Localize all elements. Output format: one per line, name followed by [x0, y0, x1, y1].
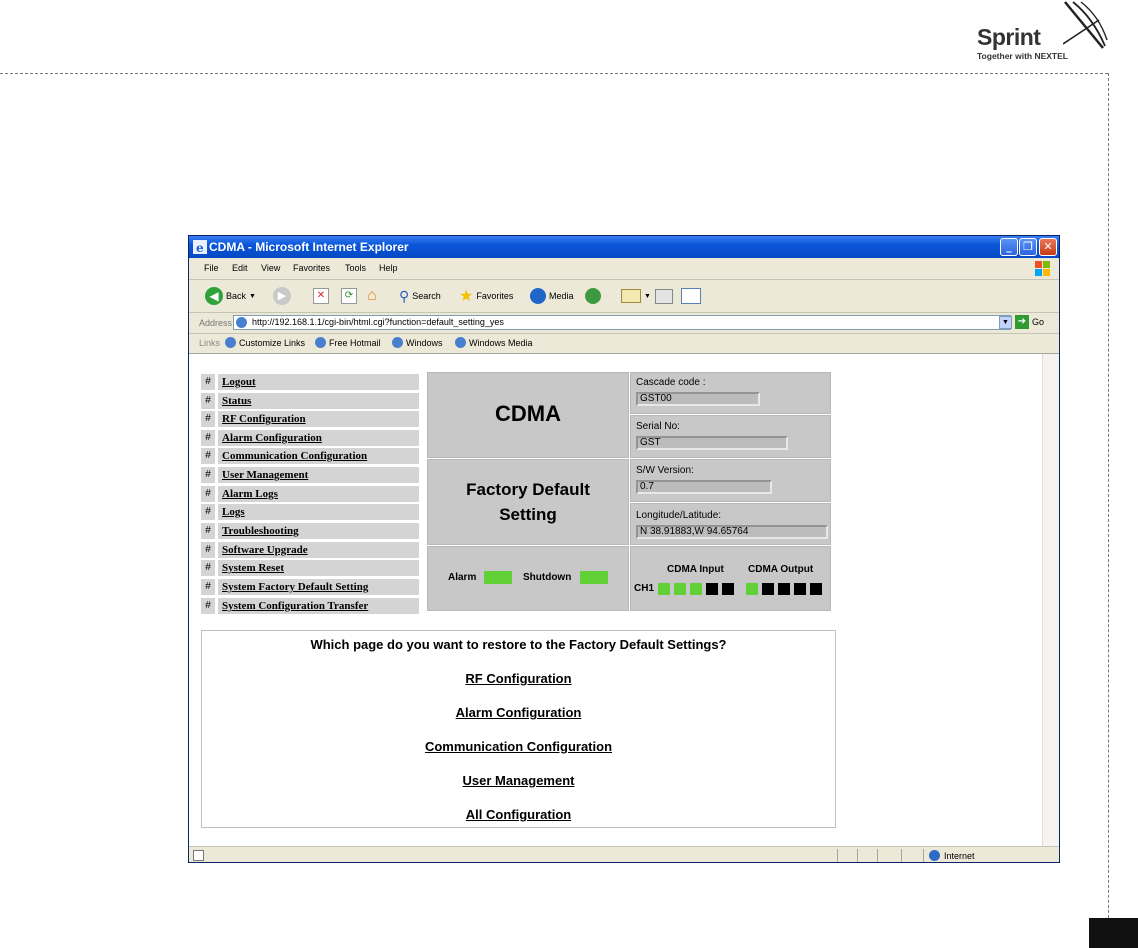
- cdma-output-led: [794, 583, 806, 595]
- restore-rf-configuration-link[interactable]: RF Configuration: [465, 671, 572, 686]
- menu-help[interactable]: Help: [379, 263, 398, 273]
- device-name-panel: [427, 372, 629, 458]
- forward-arrow-icon: ▶: [273, 287, 291, 305]
- nav-link[interactable]: Troubleshooting: [218, 523, 419, 539]
- nav-item-status[interactable]: [201, 393, 419, 409]
- nav-item-alarm-logs[interactable]: [201, 486, 419, 502]
- link-label: Customize Links: [239, 337, 306, 348]
- address-url: http://192.168.1.1/cgi-bin/html.cgi?function=default_setting_yes: [252, 317, 504, 327]
- home-button[interactable]: [367, 286, 377, 306]
- page-tab-marker: [1089, 918, 1138, 948]
- go-arrow-icon: ➔: [1015, 315, 1029, 329]
- alarm-status-panel: [427, 546, 629, 611]
- nav-hash: #: [201, 374, 215, 390]
- go-button[interactable]: [1015, 315, 1044, 329]
- menu-view[interactable]: View: [261, 263, 281, 273]
- sw-version-field: 0.7: [636, 480, 772, 494]
- shutdown-label: Shutdown: [523, 572, 572, 583]
- search-icon: ⚲: [399, 287, 410, 304]
- back-arrow-icon: ◀: [205, 287, 223, 305]
- nav-item-user-management[interactable]: [201, 467, 419, 483]
- nav-item-logout[interactable]: [201, 374, 419, 390]
- mail-button[interactable]: [621, 286, 651, 306]
- print-button[interactable]: [655, 286, 673, 306]
- nav-item-alarm-configuration[interactable]: [201, 430, 419, 446]
- cascade-code-panel: [630, 372, 831, 414]
- restore-all-configuration-link[interactable]: All Configuration: [465, 807, 572, 822]
- nav-link[interactable]: Alarm Configuration: [218, 430, 419, 446]
- forward-button[interactable]: [273, 286, 291, 306]
- status-divider: [877, 849, 878, 862]
- page-title-line2: Setting: [499, 505, 557, 524]
- alarm-label: Alarm: [448, 572, 477, 583]
- nav-hash: #: [201, 598, 215, 614]
- link-page-icon: [455, 337, 466, 348]
- status-bar: [189, 846, 1059, 863]
- svg-text:e: e: [196, 241, 204, 254]
- edit-button[interactable]: [681, 286, 701, 306]
- brand-name: Sprint: [977, 24, 1041, 50]
- link-label: Free Hotmail: [329, 337, 381, 348]
- sw-version-label: S/W Version:: [636, 465, 694, 476]
- search-button[interactable]: [399, 286, 441, 306]
- title-bar[interactable]: [189, 236, 1059, 258]
- close-button[interactable]: ✕: [1039, 238, 1057, 256]
- restore-question: Which page do you want to restore to the Factory Default Settings?: [310, 637, 727, 652]
- cdma-output-led: [762, 583, 774, 595]
- nav-link[interactable]: Logs: [218, 504, 419, 520]
- internet-globe-icon: [929, 850, 940, 861]
- cdma-input-led: [706, 583, 718, 595]
- media-button[interactable]: [530, 286, 574, 306]
- cdma-input-led: [722, 583, 734, 595]
- address-dropdown-icon[interactable]: ▼: [999, 316, 1012, 329]
- page-border-top: [0, 73, 1108, 74]
- longitude-latitude-field: N 38.91883,W 94.65764: [636, 525, 828, 539]
- vertical-scrollbar[interactable]: [1042, 354, 1059, 846]
- nav-item-software-upgrade[interactable]: [201, 542, 419, 558]
- link-windows[interactable]: [392, 337, 443, 348]
- cdma-input-led: [658, 583, 670, 595]
- page-title-line1: Factory Default: [466, 480, 590, 499]
- restore-communication-configuration-link[interactable]: Communication Configuration: [424, 739, 613, 754]
- print-icon: [655, 289, 673, 304]
- restore-options-box: [201, 630, 836, 828]
- nav-hash: #: [201, 560, 215, 576]
- restore-alarm-configuration-link[interactable]: Alarm Configuration: [455, 705, 582, 720]
- sprint-wings-icon: [1063, 0, 1109, 52]
- menu-tools[interactable]: Tools: [345, 263, 367, 273]
- nav-link[interactable]: Software Upgrade: [218, 542, 419, 558]
- nav-hash: #: [201, 430, 215, 446]
- nav-link[interactable]: Alarm Logs: [218, 486, 419, 502]
- stop-icon: ✕: [313, 288, 329, 304]
- nav-link[interactable]: System Reset: [218, 560, 419, 576]
- window-title: CDMA - Microsoft Internet Explorer: [209, 240, 409, 254]
- cdma-input-label: CDMA Input: [667, 564, 724, 575]
- longitude-latitude-panel: [630, 503, 831, 545]
- nav-hash: #: [201, 542, 215, 558]
- menu-favorites[interactable]: Favorites: [293, 263, 331, 273]
- cdma-output-led: [746, 583, 758, 595]
- longitude-latitude-label: Longitude/Latitude:: [636, 510, 722, 521]
- status-divider: [857, 849, 858, 862]
- link-customize-links[interactable]: [225, 337, 305, 348]
- history-icon: [585, 288, 601, 304]
- favorites-star-icon: ★: [459, 288, 474, 305]
- page-icon: [236, 317, 247, 328]
- mail-icon: [621, 289, 641, 303]
- page-border-right: [1108, 73, 1109, 948]
- zone-label: Internet: [944, 850, 975, 861]
- status-divider: [923, 849, 924, 862]
- refresh-button[interactable]: [341, 286, 357, 306]
- nav-hash: #: [201, 486, 215, 502]
- nav-hash: #: [201, 523, 215, 539]
- cdma-input-led: [690, 583, 702, 595]
- alarm-indicator: [484, 571, 512, 584]
- search-label: Search: [412, 291, 441, 301]
- cascade-code-field: GST00: [636, 392, 760, 406]
- nav-item-system-configuration-transfer[interactable]: [201, 598, 419, 614]
- back-button[interactable]: [205, 286, 256, 306]
- back-dropdown-icon: ▼: [249, 292, 256, 300]
- edit-page-icon: [681, 288, 701, 304]
- favorites-label: Favorites: [476, 291, 514, 301]
- link-label: Windows Media: [469, 337, 533, 348]
- address-label: Address: [199, 318, 233, 328]
- home-icon: ⌂: [367, 287, 377, 304]
- nav-item-logs[interactable]: [201, 504, 419, 520]
- restore-user-management-link[interactable]: User Management: [462, 773, 575, 788]
- nav-hash: #: [201, 504, 215, 520]
- nav-link[interactable]: Logout: [218, 374, 419, 390]
- page-content: [189, 354, 1042, 846]
- cdma-input-led: [674, 583, 686, 595]
- menu-file[interactable]: File: [204, 263, 219, 273]
- cdma-output-label: CDMA Output: [748, 564, 814, 575]
- security-zone: [929, 850, 975, 861]
- nav-link[interactable]: RF Configuration: [218, 411, 419, 427]
- link-page-icon: [225, 337, 236, 348]
- shutdown-indicator: [580, 571, 608, 584]
- nav-item-system-reset[interactable]: [201, 560, 419, 576]
- link-windows-media[interactable]: [455, 337, 533, 348]
- media-icon: [530, 288, 546, 304]
- nav-hash: #: [201, 467, 215, 483]
- media-label: Media: [549, 291, 574, 301]
- nav-item-communication-configuration[interactable]: [201, 448, 419, 464]
- link-page-icon: [315, 337, 326, 348]
- links-label: Links: [199, 338, 221, 348]
- windows-flag-icon: [1033, 260, 1053, 277]
- nav-link[interactable]: System Factory Default Setting: [218, 579, 419, 595]
- nav-link[interactable]: Status: [218, 393, 419, 409]
- browser-window: [188, 235, 1060, 863]
- status-divider: [901, 849, 902, 862]
- sprint-logo: [975, 0, 1115, 70]
- menu-edit[interactable]: Edit: [232, 263, 248, 273]
- address-input[interactable]: [233, 315, 1011, 330]
- serial-no-panel: [630, 415, 831, 458]
- nav-item-troubleshooting[interactable]: [201, 523, 419, 539]
- nav-link[interactable]: System Configuration Transfer: [218, 598, 419, 614]
- link-free-hotmail[interactable]: [315, 337, 381, 348]
- links-bar: [189, 334, 1059, 354]
- go-label: Go: [1032, 317, 1045, 327]
- favorites-button[interactable]: [459, 286, 513, 306]
- nav-link[interactable]: Communication Configuration: [218, 448, 419, 464]
- cdma-output-led: [778, 583, 790, 595]
- status-divider: [837, 849, 838, 862]
- cdma-output-led: [810, 583, 822, 595]
- serial-no-field: GST: [636, 436, 788, 450]
- page-status-icon: [193, 850, 204, 861]
- nav-item-rf-configuration[interactable]: [201, 411, 419, 427]
- back-label: Back: [226, 291, 247, 301]
- link-label: Windows: [406, 337, 443, 348]
- nav-hash: #: [201, 393, 215, 409]
- address-bar: [189, 313, 1059, 334]
- channel-label: CH1: [634, 583, 655, 594]
- menu-bar: [189, 258, 1059, 280]
- nav-hash: #: [201, 448, 215, 464]
- brand-tagline: Together with NEXTEL: [977, 51, 1068, 61]
- minimize-button[interactable]: _: [1000, 238, 1018, 256]
- nav-item-system-factory-default-setting[interactable]: [201, 579, 419, 595]
- nav-link[interactable]: User Management: [218, 467, 419, 483]
- cascade-code-label: Cascade code :: [636, 377, 706, 388]
- nav-hash: #: [201, 411, 215, 427]
- restore-window-button[interactable]: ❐: [1019, 238, 1037, 256]
- page-title-panel: [427, 459, 629, 545]
- nav-hash: #: [201, 579, 215, 595]
- cdma-io-panel: [630, 546, 831, 611]
- refresh-icon: ⟳: [341, 288, 357, 304]
- serial-no-label: Serial No:: [636, 421, 680, 432]
- stop-button[interactable]: [313, 286, 329, 306]
- ie-icon: [193, 240, 207, 254]
- mail-dropdown-icon: ▼: [644, 292, 651, 300]
- standard-toolbar: [189, 280, 1059, 313]
- link-page-icon: [392, 337, 403, 348]
- sw-version-panel: [630, 459, 831, 502]
- history-button[interactable]: [585, 286, 601, 306]
- device-name: CDMA: [495, 401, 561, 426]
